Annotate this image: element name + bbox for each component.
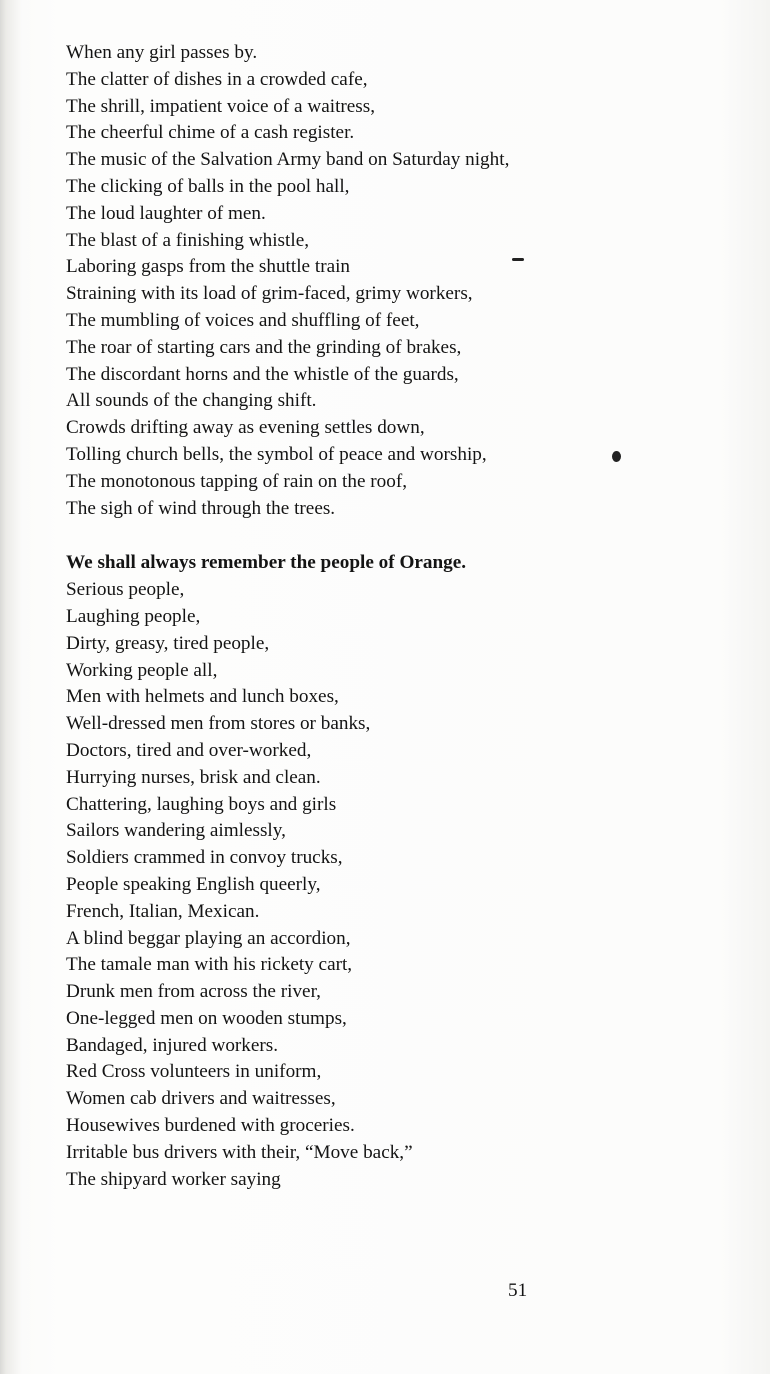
poem-line: The roar of starting cars and the grinding of brakes, [66,336,462,358]
poem-line: Working people all, [66,659,218,681]
poem-line: Housewives burdened with groceries. [66,1115,355,1137]
poem-line: Crowds drifting away as evening settles down, [66,417,425,439]
poem-line: The tamale man with his rickety cart, [66,954,353,976]
poem-line: Serious people, [66,579,185,601]
poem-line: The shrill, impatient voice of a waitress, [66,95,376,117]
poem-line: The cheerful chime of a cash register. [66,122,355,144]
poem-line: The discordant horns and the whistle of the guards, [66,363,459,385]
poem-line: The shipyard worker saying [66,1168,281,1190]
poem-line: Women cab drivers and waitresses, [66,1088,336,1110]
poem-line: Straining with its load of grim-faced, grimy workers, [66,283,473,305]
stanza-two [66,550,706,1193]
poem-line: The mumbling of voices and shuffling of feet, [66,309,420,331]
stanza-break [66,522,706,550]
poem-line: The sigh of wind through the trees. [66,497,336,519]
poem-line: The loud laughter of men. [66,202,266,224]
stanza-heading: We shall always remember the people of Orange. [66,552,467,574]
poem-line: Tolling church bells, the symbol of peace and worship, [66,443,487,465]
poem-line: Irritable bus drivers with their, “Move back,” [66,1141,413,1163]
poem-line: The clicking of balls in the pool hall, [66,175,350,197]
poem-line: Well-dressed men from stores or banks, [66,713,371,735]
stanza-one [66,40,706,522]
poem-line: The clatter of dishes in a crowded cafe, [66,68,368,90]
poem-line: Red Cross volunteers in uniform, [66,1061,322,1083]
poem-line: The monotonous tapping of rain on the roof, [66,470,408,492]
poem-line: The blast of a finishing whistle, [66,229,310,251]
poem-line: Dirty, greasy, tired people, [66,632,270,654]
poem-line: Soldiers crammed in convoy trucks, [66,847,343,869]
poem-line: All sounds of the changing shift. [66,390,317,412]
poem-line: Drunk men from across the river, [66,981,321,1003]
poem-line: Doctors, tired and over-worked, [66,739,312,761]
poem-line: People speaking English queerly, [66,873,321,895]
poem-line: Men with helmets and lunch boxes, [66,686,339,708]
poem-line: Sailors wandering aimlessly, [66,820,286,842]
poem-line: The music of the Salvation Army band on Saturday night, [66,149,510,171]
poem-line: A blind beggar playing an accordion, [66,927,351,949]
poem-line: One-legged men on wooden stumps, [66,1007,347,1029]
poem-line: French, Italian, Mexican. [66,900,260,922]
poem-line: Chattering, laughing boys and girls [66,793,337,815]
poem-line: Bandaged, injured workers. [66,1034,279,1056]
poem-line: Laughing people, [66,605,201,627]
page-number: 51 [508,1280,528,1301]
poem-body [66,40,706,1193]
poem-line: Hurrying nurses, brisk and clean. [66,766,321,788]
poem-line: When any girl passes by. [66,42,258,63]
poem-line: Laboring gasps from the shuttle train [66,256,351,278]
